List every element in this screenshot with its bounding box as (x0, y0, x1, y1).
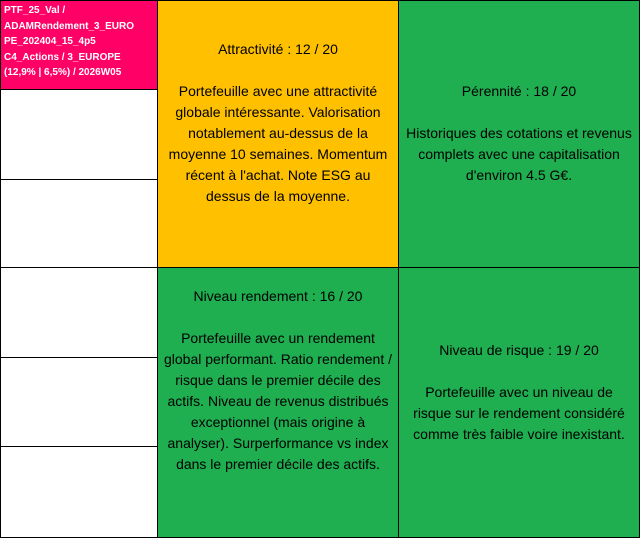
attractivite-title: Attractivité : 12 / 20 (218, 41, 338, 57)
rendement-description: Portefeuille avec un rendement global performant. Ratio rendement / risque dans le premier décile des actifs. Niveau de revenus distribués exceptionnel (mais origine à analyser). Surperformance vs index dans le premier décile des actifs. (164, 330, 393, 472)
perennite-description: Historiques des cotations et revenus complets avec une capitalisation d'environ 4.5 G€. (406, 125, 632, 183)
rendement-panel (157, 267, 399, 538)
empty-cell (0, 357, 158, 447)
empty-cell (0, 179, 158, 268)
portfolio-header-line: PTF_25_Val / (4, 5, 66, 16)
portfolio-header-line: PE_202404_15_4p5 (4, 36, 96, 47)
perennite-title: Pérennité : 18 / 20 (461, 83, 577, 99)
portfolio-header-line: (12,9% | 6,5%) / 2026W05 (4, 67, 122, 78)
attractivite-panel (157, 0, 399, 268)
rendement-title: Niveau rendement : 16 / 20 (193, 288, 363, 304)
portfolio-header-line: ADAMRendement_3_EURO (4, 20, 135, 32)
perennite-panel (398, 0, 640, 268)
empty-cell (0, 89, 158, 180)
portfolio-header-cell (0, 0, 158, 90)
attractivite-description: Portefeuille avec une attractivité globale intéressante. Valorisation notablement au-dessus de la moyenne 10 semaines. Momentum récent à l'achat. Note ESG au dessus de la moyenne. (168, 83, 388, 204)
risque-title: Niveau de risque : 19 / 20 (439, 342, 599, 358)
empty-cell (0, 267, 158, 358)
empty-cell (0, 446, 158, 538)
portfolio-header-line: C4_Actions / 3_EUROPE (4, 51, 121, 63)
risque-description: Portefeuille avec un niveau de risque sur le rendement considéré comme très faible voire inexistant. (413, 384, 625, 442)
risque-panel (398, 267, 640, 538)
